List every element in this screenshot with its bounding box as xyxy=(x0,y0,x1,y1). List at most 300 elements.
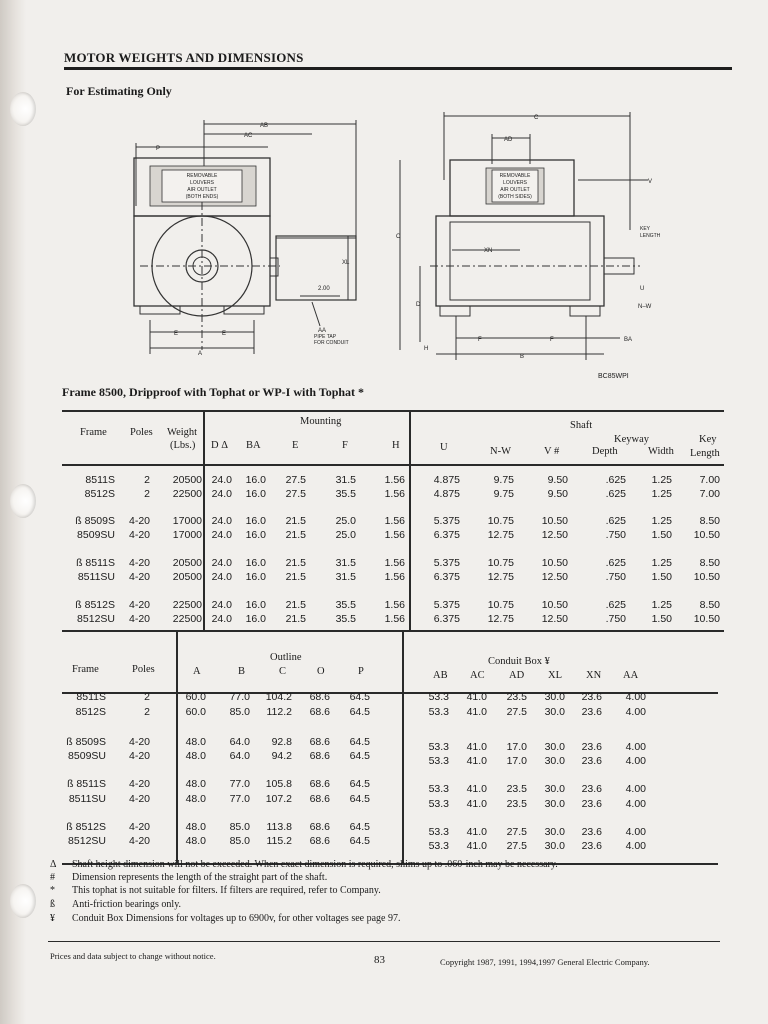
t2-h-aa: AA xyxy=(623,670,639,681)
label-xl: XL xyxy=(342,260,350,266)
t1-cell-f: 31.5 xyxy=(335,557,356,569)
t2-cell-c: 94.2 xyxy=(271,750,292,762)
label-p: P xyxy=(156,146,161,152)
t2-h-a: A xyxy=(193,666,201,677)
t1-cell-d: 24.0 xyxy=(211,599,232,611)
t2-cell-xn: 23.6 xyxy=(581,783,602,795)
t1-cell-u: 5.375 xyxy=(433,515,460,527)
t1-cell-ba: 16.0 xyxy=(245,557,266,569)
t1-cell-nw: 10.75 xyxy=(487,599,514,611)
t2-cell-aa: 4.00 xyxy=(625,826,646,838)
end-view-drawing xyxy=(134,120,356,357)
punch-hole-middle xyxy=(10,484,36,518)
footnote-text: Shaft height dimension will not be exceeded. When exact dimension is required, shims up to .060-inch may be necessary. xyxy=(72,859,558,870)
t2-h-xn: XN xyxy=(586,670,602,681)
t2-cell-ac: 41.0 xyxy=(466,798,487,810)
t2-cell-ad: 27.5 xyxy=(506,840,527,852)
t2-cell-c: 115.2 xyxy=(266,835,292,847)
t2-cell-c: 104.2 xyxy=(265,691,292,703)
t2-cell-ac: 41.0 xyxy=(466,840,487,852)
svg-text:REMOVABLE: REMOVABLE xyxy=(499,173,531,179)
t1-cell-poles: 4-20 xyxy=(128,571,150,583)
t1-cell-v: 9.50 xyxy=(547,474,568,486)
t1-cell-h: 1.56 xyxy=(384,529,405,541)
h-e: E xyxy=(292,440,299,451)
t2-cell-b: 77.0 xyxy=(229,793,250,805)
t2-cell-ac: 41.0 xyxy=(466,691,487,703)
group-mounting: Mounting xyxy=(300,416,342,427)
t2-cell-poles: 4-20 xyxy=(128,750,150,762)
t2-cell-ac: 41.0 xyxy=(466,826,487,838)
t2-cell-xl: 30.0 xyxy=(544,755,565,767)
t1-cell-depth: .625 xyxy=(605,557,626,569)
t2-cell-aa: 4.00 xyxy=(625,840,646,852)
t2-cell-xl: 30.0 xyxy=(544,798,565,810)
t1-cell-weight: 22500 xyxy=(172,599,202,611)
group-conduit-box: Conduit Box ¥ xyxy=(488,656,550,667)
label-ab: AB xyxy=(260,123,269,129)
t2-cell-xn: 23.6 xyxy=(581,706,602,718)
h-key-1: Key xyxy=(699,434,717,445)
t2-h-ac: AC xyxy=(470,670,485,681)
footnote-text: Conduit Box Dimensions for voltages up to 6900v, for other voltages see page 97. xyxy=(72,913,401,924)
t1-cell-nw: 9.75 xyxy=(493,488,514,500)
t1-cell-key: 8.50 xyxy=(699,557,720,569)
t2-h-p: P xyxy=(358,666,364,677)
t2-cell-ad: 23.5 xyxy=(506,783,527,795)
t1-cell-ba: 16.0 xyxy=(245,571,266,583)
label-d: D xyxy=(416,302,421,308)
footer-copyright: Copyright 1987, 1991, 1994,1997 General Electric Company. xyxy=(440,957,650,967)
table1-divider-1 xyxy=(203,410,205,630)
t1-cell-ba: 16.0 xyxy=(245,613,266,625)
t2-cell-ad: 23.5 xyxy=(506,691,527,703)
t1-cell-width: 1.25 xyxy=(651,474,672,486)
motor-dimension-drawing xyxy=(120,110,680,385)
footnote-text: Anti-friction bearings only. xyxy=(72,899,182,910)
t1-cell-f: 35.5 xyxy=(335,488,356,500)
t2-cell-aa: 4.00 xyxy=(625,741,646,753)
page-subtitle: For Estimating Only xyxy=(66,84,172,98)
t2-cell-ab: 53.3 xyxy=(428,706,449,718)
t1-cell-frame: 8512SU xyxy=(77,613,115,625)
t1-cell-v: 12.50 xyxy=(541,529,568,541)
t1-cell-frame: ß 8511S xyxy=(76,557,115,569)
t2-cell-poles: 4-20 xyxy=(128,793,150,805)
svg-text:(BOTH SIDES): (BOTH SIDES) xyxy=(498,194,532,200)
t2-cell-a: 48.0 xyxy=(185,793,206,805)
t1-cell-depth: .750 xyxy=(605,571,626,583)
t1-cell-depth: .625 xyxy=(605,515,626,527)
t2-cell-c: 113.8 xyxy=(266,821,292,833)
t2-cell-o: 68.6 xyxy=(309,778,330,790)
t2-cell-xl: 30.0 xyxy=(544,783,565,795)
t1-cell-v: 9.50 xyxy=(547,488,568,500)
t2-cell-a: 48.0 xyxy=(185,821,206,833)
t1-cell-h: 1.56 xyxy=(384,488,405,500)
t1-cell-u: 6.375 xyxy=(433,571,460,583)
h-d: D Δ xyxy=(211,440,228,451)
t2-cell-poles: 2 xyxy=(144,706,150,718)
t1-cell-h: 1.56 xyxy=(384,474,405,486)
t2-cell-frame: 8509SU xyxy=(68,750,106,762)
t1-cell-e: 27.5 xyxy=(285,474,306,486)
t1-cell-h: 1.56 xyxy=(384,613,405,625)
t2-cell-ad: 17.0 xyxy=(506,755,527,767)
t2-cell-ac: 41.0 xyxy=(466,706,487,718)
t1-cell-weight: 17000 xyxy=(172,529,202,541)
label-u: U xyxy=(640,286,645,292)
t2-cell-aa: 4.00 xyxy=(625,783,646,795)
t1-cell-key: 8.50 xyxy=(699,515,720,527)
svg-text:LOUVERS: LOUVERS xyxy=(503,180,527,186)
t1-cell-width: 1.50 xyxy=(651,613,672,625)
page-number: 83 xyxy=(374,954,385,966)
t2-cell-c: 92.8 xyxy=(271,736,292,748)
footnote-symbol: # xyxy=(50,872,55,883)
group-outline: Outline xyxy=(270,652,302,663)
t2-h-ab: AB xyxy=(433,670,448,681)
t2-cell-xl: 30.0 xyxy=(544,706,565,718)
t2-cell-xn: 23.6 xyxy=(581,840,602,852)
h-h: H xyxy=(392,440,400,451)
t1-cell-f: 31.5 xyxy=(335,474,356,486)
t2-cell-poles: 4-20 xyxy=(128,835,150,847)
table2-divider-1 xyxy=(176,632,178,863)
t1-cell-depth: .625 xyxy=(605,474,626,486)
t2-cell-p: 64.5 xyxy=(349,750,370,762)
t1-cell-poles: 4-20 xyxy=(128,557,150,569)
t2-cell-p: 64.5 xyxy=(349,706,370,718)
t1-cell-width: 1.25 xyxy=(651,557,672,569)
t1-cell-width: 1.50 xyxy=(651,571,672,583)
t2-cell-xn: 23.6 xyxy=(581,798,602,810)
t2-cell-frame: 8512S xyxy=(75,706,106,718)
t2-cell-b: 85.0 xyxy=(229,821,250,833)
punch-hole-top xyxy=(10,92,36,126)
t2-cell-p: 64.5 xyxy=(349,835,370,847)
t1-cell-u: 6.375 xyxy=(433,529,460,541)
table2-header-rule xyxy=(62,692,718,694)
t1-cell-key: 10.50 xyxy=(693,613,720,625)
t1-cell-poles: 2 xyxy=(144,474,150,486)
svg-text:AIR OUTLET: AIR OUTLET xyxy=(187,187,217,193)
t1-cell-frame: ß 8509S xyxy=(75,515,115,527)
t1-cell-f: 25.0 xyxy=(335,529,356,541)
footnote xyxy=(50,872,327,883)
t2-cell-ad: 27.5 xyxy=(506,706,527,718)
t1-cell-v: 10.50 xyxy=(541,515,568,527)
t1-cell-d: 24.0 xyxy=(211,529,232,541)
t2-cell-xl: 30.0 xyxy=(544,741,565,753)
table1-header-rule xyxy=(62,464,724,466)
t2-h-frame: Frame xyxy=(72,664,99,675)
t1-cell-d: 24.0 xyxy=(211,613,232,625)
t1-cell-weight: 17000 xyxy=(172,515,202,527)
t2-h-b: B xyxy=(238,666,246,677)
label-f-right: F xyxy=(550,337,554,343)
t1-cell-e: 27.5 xyxy=(285,488,306,500)
h-f: F xyxy=(342,440,348,451)
t2-cell-b: 85.0 xyxy=(229,835,250,847)
t2-cell-aa: 4.00 xyxy=(625,691,646,703)
t1-cell-e: 21.5 xyxy=(285,571,306,583)
figure-code: BC85WPI xyxy=(598,373,629,380)
t1-cell-depth: .625 xyxy=(605,488,626,500)
t1-cell-width: 1.25 xyxy=(651,515,672,527)
t1-cell-e: 21.5 xyxy=(285,529,306,541)
t1-cell-d: 24.0 xyxy=(211,515,232,527)
t2-cell-b: 77.0 xyxy=(229,778,250,790)
t1-cell-d: 24.0 xyxy=(211,571,232,583)
punch-hole-bottom xyxy=(10,884,36,918)
h-nw: N-W xyxy=(490,446,511,457)
t1-cell-nw: 12.75 xyxy=(487,571,514,583)
t2-cell-c: 112.2 xyxy=(266,706,292,718)
t1-cell-v: 12.50 xyxy=(541,571,568,583)
t2-cell-a: 60.0 xyxy=(185,691,206,703)
t2-cell-c: 107.2 xyxy=(265,793,292,805)
t2-cell-ac: 41.0 xyxy=(466,741,487,753)
t2-cell-p: 64.5 xyxy=(349,778,370,790)
t1-cell-e: 21.5 xyxy=(285,557,306,569)
t2-cell-ab: 53.3 xyxy=(428,783,449,795)
t2-cell-xn: 23.6 xyxy=(581,755,602,767)
t1-cell-nw: 10.75 xyxy=(487,515,514,527)
t2-cell-o: 68.6 xyxy=(309,750,330,762)
t2-cell-poles: 4-20 xyxy=(128,736,150,748)
table1-top-rule xyxy=(62,410,724,412)
h-ba: BA xyxy=(246,440,261,451)
t1-cell-key: 10.50 xyxy=(693,529,720,541)
footnote xyxy=(50,913,400,924)
side-view-drawing xyxy=(396,112,661,360)
t1-cell-ba: 16.0 xyxy=(245,529,266,541)
t2-cell-b: 85.0 xyxy=(229,706,250,718)
t1-cell-nw: 10.75 xyxy=(487,557,514,569)
h-weight: Weight xyxy=(167,427,198,438)
t1-cell-e: 21.5 xyxy=(285,613,306,625)
t1-cell-e: 21.5 xyxy=(285,599,306,611)
t2-cell-o: 68.6 xyxy=(309,793,330,805)
t1-cell-v: 12.50 xyxy=(541,613,568,625)
t2-cell-p: 64.5 xyxy=(349,821,370,833)
t2-cell-poles: 4-20 xyxy=(128,821,150,833)
t1-cell-frame: 8511SU xyxy=(77,571,115,583)
t2-cell-frame: 8512SU xyxy=(68,835,106,847)
t2-cell-xl: 30.0 xyxy=(544,826,565,838)
group-keyway: Keyway xyxy=(614,434,649,445)
t2-cell-ab: 53.3 xyxy=(428,741,449,753)
svg-text:FOR CONDUIT: FOR CONDUIT xyxy=(314,340,349,346)
svg-text:LOUVERS: LOUVERS xyxy=(190,180,214,186)
t1-cell-d: 24.0 xyxy=(211,488,232,500)
t2-cell-ab: 53.3 xyxy=(428,826,449,838)
group-shaft: Shaft xyxy=(570,420,593,431)
t2-cell-b: 64.0 xyxy=(229,736,250,748)
footnote-text: This tophat is not suitable for filters. If filters are required, refer to Company. xyxy=(72,885,381,896)
t2-cell-ad: 27.5 xyxy=(506,826,527,838)
table1-bottom-rule xyxy=(62,630,724,632)
t1-cell-h: 1.56 xyxy=(384,599,405,611)
t1-cell-h: 1.56 xyxy=(384,515,405,527)
t1-cell-ba: 16.0 xyxy=(245,474,266,486)
t2-cell-a: 48.0 xyxy=(185,835,206,847)
t1-cell-f: 31.5 xyxy=(335,571,356,583)
svg-text:AIR OUTLET: AIR OUTLET xyxy=(500,187,530,193)
t2-h-c: C xyxy=(279,666,287,677)
t1-cell-u: 6.375 xyxy=(433,613,460,625)
page-title: MOTOR WEIGHTS AND DIMENSIONS xyxy=(64,50,304,65)
t1-cell-f: 35.5 xyxy=(335,613,356,625)
t1-cell-width: 1.25 xyxy=(651,488,672,500)
t2-cell-aa: 4.00 xyxy=(625,798,646,810)
t2-cell-frame: 8511S xyxy=(76,691,106,703)
svg-text:PIPE TAP: PIPE TAP xyxy=(314,334,337,340)
label-2-00: 2.00 xyxy=(318,286,330,292)
t1-cell-frame: 8509SU xyxy=(77,529,115,541)
t1-cell-key: 7.00 xyxy=(699,474,720,486)
t2-cell-aa: 4.00 xyxy=(625,706,646,718)
label-a: A xyxy=(198,351,203,357)
t2-cell-ac: 41.0 xyxy=(466,783,487,795)
t1-cell-weight: 22500 xyxy=(172,613,202,625)
t1-cell-h: 1.56 xyxy=(384,557,405,569)
t1-cell-u: 4.875 xyxy=(433,488,460,500)
table1-caption: Frame 8500, Dripproof with Tophat or WP-I with Tophat * xyxy=(62,385,365,399)
t2-cell-o: 68.6 xyxy=(309,835,330,847)
t1-cell-poles: 4-20 xyxy=(128,613,150,625)
t2-cell-b: 64.0 xyxy=(229,750,250,762)
label-o: O xyxy=(396,234,401,240)
t2-cell-frame: ß 8511S xyxy=(67,778,106,790)
t1-cell-nw: 9.75 xyxy=(493,474,514,486)
t2-cell-a: 48.0 xyxy=(185,736,206,748)
label-aa: AA xyxy=(318,328,327,334)
t1-cell-depth: .750 xyxy=(605,613,626,625)
t1-cell-key: 10.50 xyxy=(693,571,720,583)
t2-cell-aa: 4.00 xyxy=(625,755,646,767)
footnote-symbol: * xyxy=(50,885,55,896)
t1-cell-v: 10.50 xyxy=(541,599,568,611)
label-nw: N–W xyxy=(638,304,652,310)
t2-cell-p: 64.5 xyxy=(349,691,370,703)
t1-cell-f: 25.0 xyxy=(335,515,356,527)
t1-cell-weight: 22500 xyxy=(172,488,202,500)
h-frame: Frame xyxy=(80,427,107,438)
label-b: B xyxy=(520,354,525,360)
t1-cell-poles: 2 xyxy=(144,488,150,500)
table1-divider-2 xyxy=(409,410,411,630)
t2-cell-ad: 23.5 xyxy=(506,798,527,810)
t1-cell-ba: 16.0 xyxy=(245,515,266,527)
label-key: KEY xyxy=(640,226,651,232)
label-xn: XN xyxy=(484,248,493,254)
t2-cell-frame: ß 8512S xyxy=(66,821,106,833)
t1-cell-h: 1.56 xyxy=(384,571,405,583)
t1-cell-depth: .625 xyxy=(605,599,626,611)
t2-cell-xl: 30.0 xyxy=(544,840,565,852)
label-f-left: F xyxy=(478,337,482,343)
h-poles: Poles xyxy=(130,427,153,438)
footer-disclaimer: Prices and data subject to change without notice. xyxy=(50,951,216,961)
t2-cell-a: 48.0 xyxy=(185,750,206,762)
t2-cell-poles: 2 xyxy=(144,691,150,703)
h-depth: Depth xyxy=(592,446,618,457)
t1-cell-d: 24.0 xyxy=(211,557,232,569)
t2-cell-ab: 53.3 xyxy=(428,691,449,703)
label-v: V xyxy=(648,179,653,185)
t1-cell-key: 7.00 xyxy=(699,488,720,500)
t1-cell-nw: 12.75 xyxy=(487,529,514,541)
label-ad: AD xyxy=(504,137,513,143)
t1-cell-d: 24.0 xyxy=(211,474,232,486)
t1-cell-key: 8.50 xyxy=(699,599,720,611)
t2-cell-c: 105.8 xyxy=(265,778,292,790)
svg-text:(BOTH ENDS): (BOTH ENDS) xyxy=(185,194,219,200)
footnote-symbol: Δ xyxy=(50,859,57,870)
table2-divider-2 xyxy=(402,632,404,863)
t2-cell-o: 68.6 xyxy=(309,691,330,703)
t1-cell-frame: ß 8512S xyxy=(75,599,115,611)
h-u: U xyxy=(440,442,448,453)
t2-cell-ab: 53.3 xyxy=(428,798,449,810)
label-ac: AC xyxy=(244,133,253,139)
t1-cell-poles: 4-20 xyxy=(128,515,150,527)
t1-cell-ba: 16.0 xyxy=(245,488,266,500)
t1-cell-weight: 20500 xyxy=(172,571,202,583)
t2-cell-poles: 4-20 xyxy=(128,778,150,790)
t2-cell-a: 48.0 xyxy=(185,778,206,790)
footnote-symbol: ß xyxy=(50,899,55,910)
t2-cell-o: 68.6 xyxy=(309,736,330,748)
t1-cell-ba: 16.0 xyxy=(245,599,266,611)
t2-cell-b: 77.0 xyxy=(229,691,250,703)
t1-cell-weight: 20500 xyxy=(172,557,202,569)
svg-text:LENGTH: LENGTH xyxy=(640,233,661,239)
footnote-text: Dimension represents the length of the straight part of the shaft. xyxy=(72,872,328,883)
t2-cell-xn: 23.6 xyxy=(581,741,602,753)
footnote xyxy=(50,899,181,910)
t1-cell-frame: 8512S xyxy=(84,488,115,500)
label-ba: BA xyxy=(624,337,633,343)
t2-cell-o: 68.6 xyxy=(309,821,330,833)
t1-cell-frame: 8511S xyxy=(85,474,115,486)
h-v: V # xyxy=(544,446,560,457)
h-key-2: Length xyxy=(690,448,720,459)
t2-cell-a: 60.0 xyxy=(185,706,206,718)
t1-cell-u: 4.875 xyxy=(433,474,460,486)
t1-cell-nw: 12.75 xyxy=(487,613,514,625)
h-width: Width xyxy=(648,446,674,457)
t2-cell-frame: 8511SU xyxy=(68,793,106,805)
t1-cell-width: 1.25 xyxy=(651,599,672,611)
t1-cell-depth: .750 xyxy=(605,529,626,541)
t2-cell-ab: 53.3 xyxy=(428,755,449,767)
svg-text:REMOVABLE: REMOVABLE xyxy=(186,173,218,179)
footnote-symbol: ¥ xyxy=(50,913,55,924)
t1-cell-u: 5.375 xyxy=(433,599,460,611)
label-e-right: E xyxy=(222,331,227,337)
t2-h-poles: Poles xyxy=(132,664,155,675)
t2-cell-xl: 30.0 xyxy=(544,691,565,703)
t1-cell-u: 5.375 xyxy=(433,557,460,569)
t2-cell-frame: ß 8509S xyxy=(66,736,106,748)
t2-cell-ac: 41.0 xyxy=(466,755,487,767)
label-e-left: E xyxy=(174,331,179,337)
t1-cell-e: 21.5 xyxy=(285,515,306,527)
footer-rule xyxy=(48,941,720,942)
